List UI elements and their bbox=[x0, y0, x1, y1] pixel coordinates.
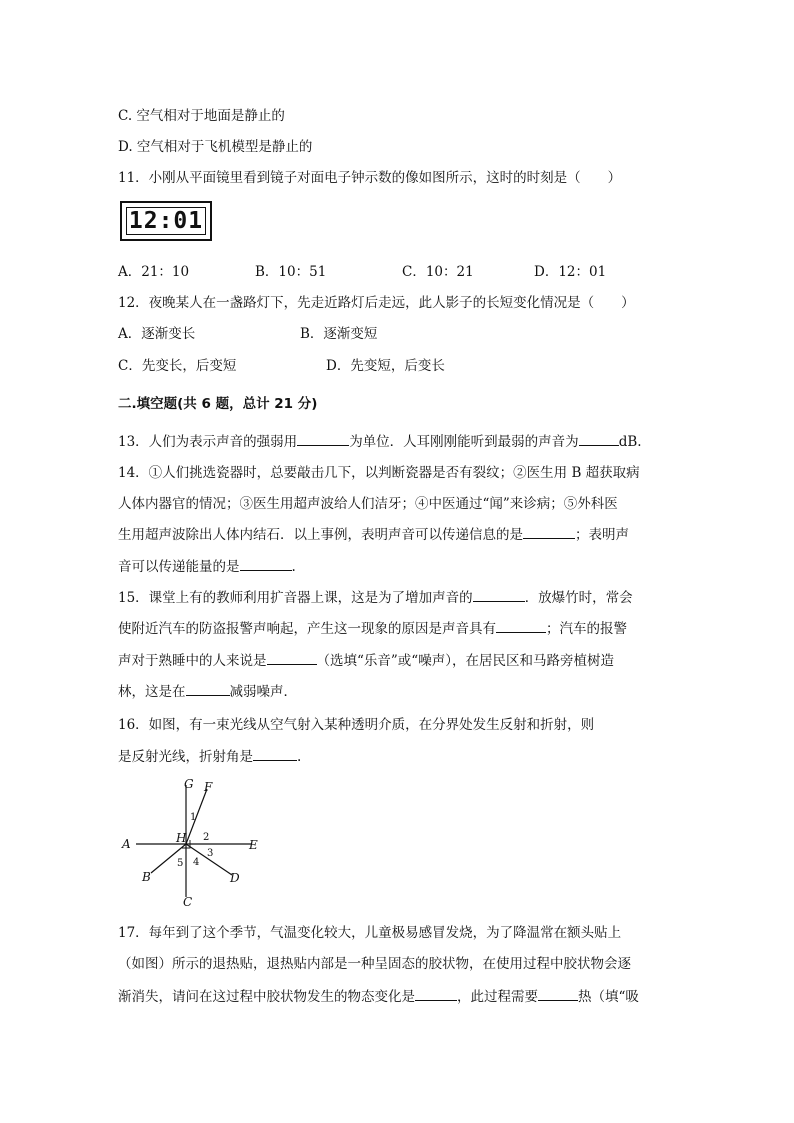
q10-option-d: D. 空气相对于飞机模型是静止的 bbox=[118, 139, 313, 155]
q10-option-c: C. 空气相对于地面是静止的 bbox=[118, 108, 285, 124]
q13-blank-1[interactable] bbox=[297, 431, 349, 446]
q12-option-c: C．先变长，后变短 bbox=[118, 358, 237, 374]
q15-line-2-text-a: 使附近汽车的防盗报警声响起，产生这一现象的原因是声音具有 bbox=[118, 621, 496, 637]
clock-digits: 12:01 bbox=[128, 207, 204, 234]
label-g: G bbox=[184, 777, 194, 791]
refraction-diagram bbox=[116, 775, 266, 910]
q13-text-c: dB. bbox=[618, 434, 642, 450]
label-h: H bbox=[176, 831, 187, 845]
q16-line-2-text-b: . bbox=[297, 749, 302, 765]
q17-line-1: 17．每年到了这个季节，气温变化较大，儿童极易感冒发烧，为了降温常在额头贴上 bbox=[118, 925, 622, 941]
q15-line-2-text-b: ；汽车的报警 bbox=[546, 621, 627, 637]
q13-text-a: 13．人们为表示声音的强弱用 bbox=[118, 434, 298, 450]
label-d: D bbox=[230, 871, 240, 885]
angle-label-2: 2 bbox=[203, 832, 210, 843]
q12-option-b: B．逐渐变短 bbox=[300, 326, 378, 342]
q17-line-3-text-a: 渐消失，请问在这过程中胶状物发生的物态变化是 bbox=[118, 989, 415, 1005]
label-e: E bbox=[249, 838, 258, 852]
q15-line-4 bbox=[118, 680, 297, 700]
q14-blank-2[interactable] bbox=[240, 556, 292, 571]
angle-label-4: 4 bbox=[193, 857, 200, 868]
q15-line-3 bbox=[118, 649, 614, 669]
q15-line-1 bbox=[118, 586, 633, 606]
q17-line-3-text-c: 热（填“吸 bbox=[578, 989, 639, 1005]
q13 bbox=[118, 430, 642, 450]
q13-blank-2[interactable] bbox=[579, 431, 619, 446]
q14-line-3-text-a: 生用超声波除出人体内结石．以上事例，表明声音可以传递信息的是 bbox=[118, 527, 523, 543]
q16-line-2-text-a: 是反射光线，折射角是 bbox=[118, 749, 253, 765]
q14-line-4-text-b: . bbox=[291, 559, 296, 575]
q11-stem: 11．小刚从平面镜里看到镜子对面电子钟示数的像如图所示，这时的时刻是（ ） bbox=[118, 170, 622, 186]
angle-label-3: 3 bbox=[207, 848, 214, 859]
q11-option-c: C．10：21 bbox=[402, 264, 474, 280]
q15-blank-3[interactable] bbox=[267, 650, 317, 665]
q16-line-1: 16．如图，有一束光线从空气射入某种透明介质，在分界处发生反射和折射，则 bbox=[118, 717, 595, 733]
q11-option-d: D．12：01 bbox=[534, 264, 607, 280]
q14-blank-1[interactable] bbox=[523, 524, 575, 539]
q15-line-3-text-a: 声对于熟睡中的人来说是 bbox=[118, 653, 267, 669]
q17-blank-2[interactable] bbox=[538, 986, 578, 1001]
q14-line-4-text-a: 音可以传递能量的是 bbox=[118, 559, 240, 575]
mirror-clock-figure bbox=[120, 201, 212, 241]
section-title: 二.填空题(共 6 题，总计 21 分) bbox=[118, 396, 318, 412]
label-b: B bbox=[142, 870, 151, 884]
q14-line-3-text-b: ；表明声 bbox=[575, 527, 629, 543]
angle-label-1: 1 bbox=[190, 812, 197, 823]
q14-line-1: 14．①人们挑选瓷器时，总要敲击几下，以判断瓷器是否有裂纹；②医生用 B 超获取病 bbox=[118, 465, 640, 481]
q17-blank-1[interactable] bbox=[415, 986, 457, 1001]
q15-line-2 bbox=[118, 617, 627, 637]
q17-line-2: （如图）所示的退热贴，退热贴内部是一种呈固态的胶状物，在使用过程中胶状物会逐 bbox=[118, 956, 631, 972]
q15-line-1-text-a: 15．课堂上有的教师利用扩音器上课，这是为了增加声音的 bbox=[118, 590, 473, 606]
q15-blank-1[interactable] bbox=[473, 587, 525, 602]
q11-option-b: B．10：51 bbox=[255, 264, 327, 280]
q11-option-a: A．21：10 bbox=[118, 264, 190, 280]
label-f: F bbox=[204, 780, 213, 794]
q15-line-4-text-a: 林，这是在 bbox=[118, 684, 186, 700]
q16-line-2 bbox=[118, 745, 301, 765]
q12-stem: 12．夜晚某人在一盏路灯下，先走近路灯后走远，此人影子的长短变化情况是（ ） bbox=[118, 295, 635, 311]
label-a: A bbox=[122, 837, 131, 851]
q14-line-3 bbox=[118, 523, 629, 543]
clock-display-frame bbox=[126, 207, 206, 235]
label-c: C bbox=[183, 895, 193, 909]
q17-line-3 bbox=[118, 985, 639, 1005]
q17-line-3-text-b: ，此过程需要 bbox=[457, 989, 538, 1005]
q15-line-1-text-b: ．放爆竹时，常会 bbox=[524, 590, 633, 606]
q15-line-3-text-b: （选填“乐音”或“噪声），在居民区和马路旁植树造 bbox=[316, 653, 614, 669]
q14-line-4 bbox=[118, 555, 296, 575]
q14-line-2: 人体内器官的情况；③医生用超声波给人们洁牙；④中医通过“闻”来诊病；⑤外科医 bbox=[118, 496, 618, 512]
q16-blank[interactable] bbox=[253, 746, 297, 761]
q12-option-a: A．逐渐变长 bbox=[118, 326, 196, 342]
q15-blank-4[interactable] bbox=[186, 681, 230, 696]
angle-label-5: 5 bbox=[177, 858, 184, 869]
q13-text-b: 为单位．人耳刚刚能听到最弱的声音为 bbox=[349, 434, 579, 450]
q15-line-4-text-b: 减弱噪声． bbox=[229, 684, 297, 700]
q12-option-d: D．先变短，后变长 bbox=[326, 358, 445, 374]
q15-blank-2[interactable] bbox=[496, 618, 546, 633]
